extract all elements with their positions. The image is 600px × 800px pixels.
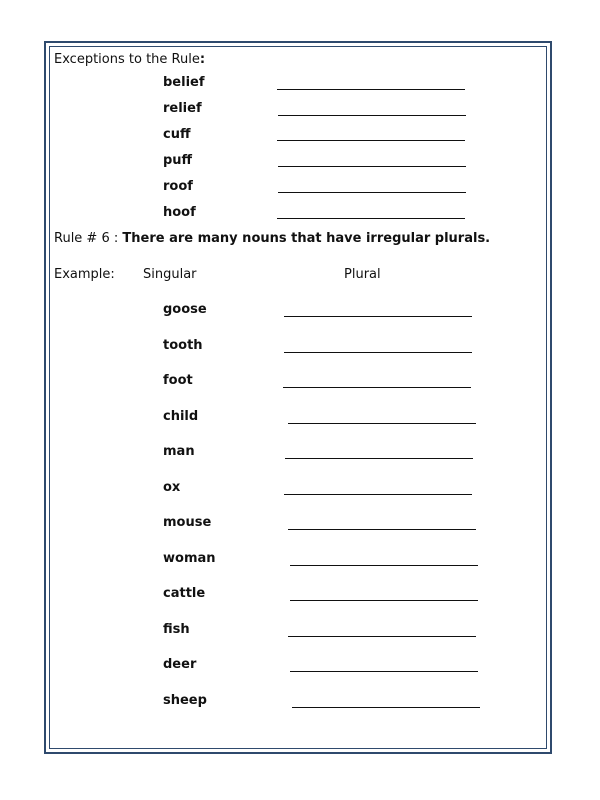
singular-word-foot: foot bbox=[163, 373, 193, 388]
plural-answer-blank[interactable] bbox=[290, 671, 478, 672]
plural-answer-blank[interactable] bbox=[290, 565, 478, 566]
plural-answer-blank[interactable] bbox=[284, 316, 472, 317]
exception-answer-blank[interactable] bbox=[278, 166, 466, 167]
exceptions-heading bbox=[54, 52, 205, 67]
exception-word-hoof: hoof bbox=[163, 205, 196, 220]
plural-column-header: Plural bbox=[344, 267, 381, 282]
singular-word-sheep: sheep bbox=[163, 693, 207, 708]
exception-answer-blank[interactable] bbox=[277, 218, 465, 219]
singular-word-goose: goose bbox=[163, 302, 207, 317]
plural-answer-blank[interactable] bbox=[284, 352, 472, 353]
exception-answer-blank[interactable] bbox=[278, 115, 466, 116]
worksheet-inner-border bbox=[49, 46, 547, 749]
singular-word-deer: deer bbox=[163, 657, 197, 672]
exception-word-cuff: cuff bbox=[163, 127, 191, 142]
exception-answer-blank[interactable] bbox=[277, 89, 465, 90]
exception-word-relief: relief bbox=[163, 101, 202, 116]
plural-answer-blank[interactable] bbox=[284, 494, 472, 495]
worksheet-border bbox=[44, 41, 552, 754]
rule-6 bbox=[54, 231, 490, 246]
singular-word-woman: woman bbox=[163, 551, 216, 566]
plural-answer-blank[interactable] bbox=[283, 387, 471, 388]
exception-word-puff: puff bbox=[163, 153, 193, 168]
plural-answer-blank[interactable] bbox=[290, 600, 478, 601]
plural-answer-blank[interactable] bbox=[288, 423, 476, 424]
plural-answer-blank[interactable] bbox=[285, 458, 473, 459]
exceptions-heading-text: Exceptions to the Rule bbox=[54, 52, 200, 67]
example-label: Example: bbox=[54, 267, 115, 282]
singular-word-cattle: cattle bbox=[163, 586, 206, 601]
exception-word-belief: belief bbox=[163, 75, 205, 90]
plural-answer-blank[interactable] bbox=[288, 529, 476, 530]
singular-word-man: man bbox=[163, 444, 195, 459]
rule-6-label: Rule # 6 : bbox=[54, 231, 119, 246]
singular-word-fish: fish bbox=[163, 622, 190, 637]
singular-word-ox: ox bbox=[163, 480, 181, 495]
rule-6-text: There are many nouns that have irregular plurals. bbox=[122, 231, 491, 246]
exception-word-roof: roof bbox=[163, 179, 193, 194]
exceptions-heading-colon: : bbox=[199, 52, 206, 67]
exception-answer-blank[interactable] bbox=[278, 192, 466, 193]
plural-answer-blank[interactable] bbox=[288, 636, 476, 637]
singular-column-header: Singular bbox=[143, 267, 197, 282]
singular-word-child: child bbox=[163, 409, 199, 424]
singular-word-tooth: tooth bbox=[163, 338, 203, 353]
singular-word-mouse: mouse bbox=[163, 515, 212, 530]
plural-answer-blank[interactable] bbox=[292, 707, 480, 708]
exception-answer-blank[interactable] bbox=[277, 140, 465, 141]
